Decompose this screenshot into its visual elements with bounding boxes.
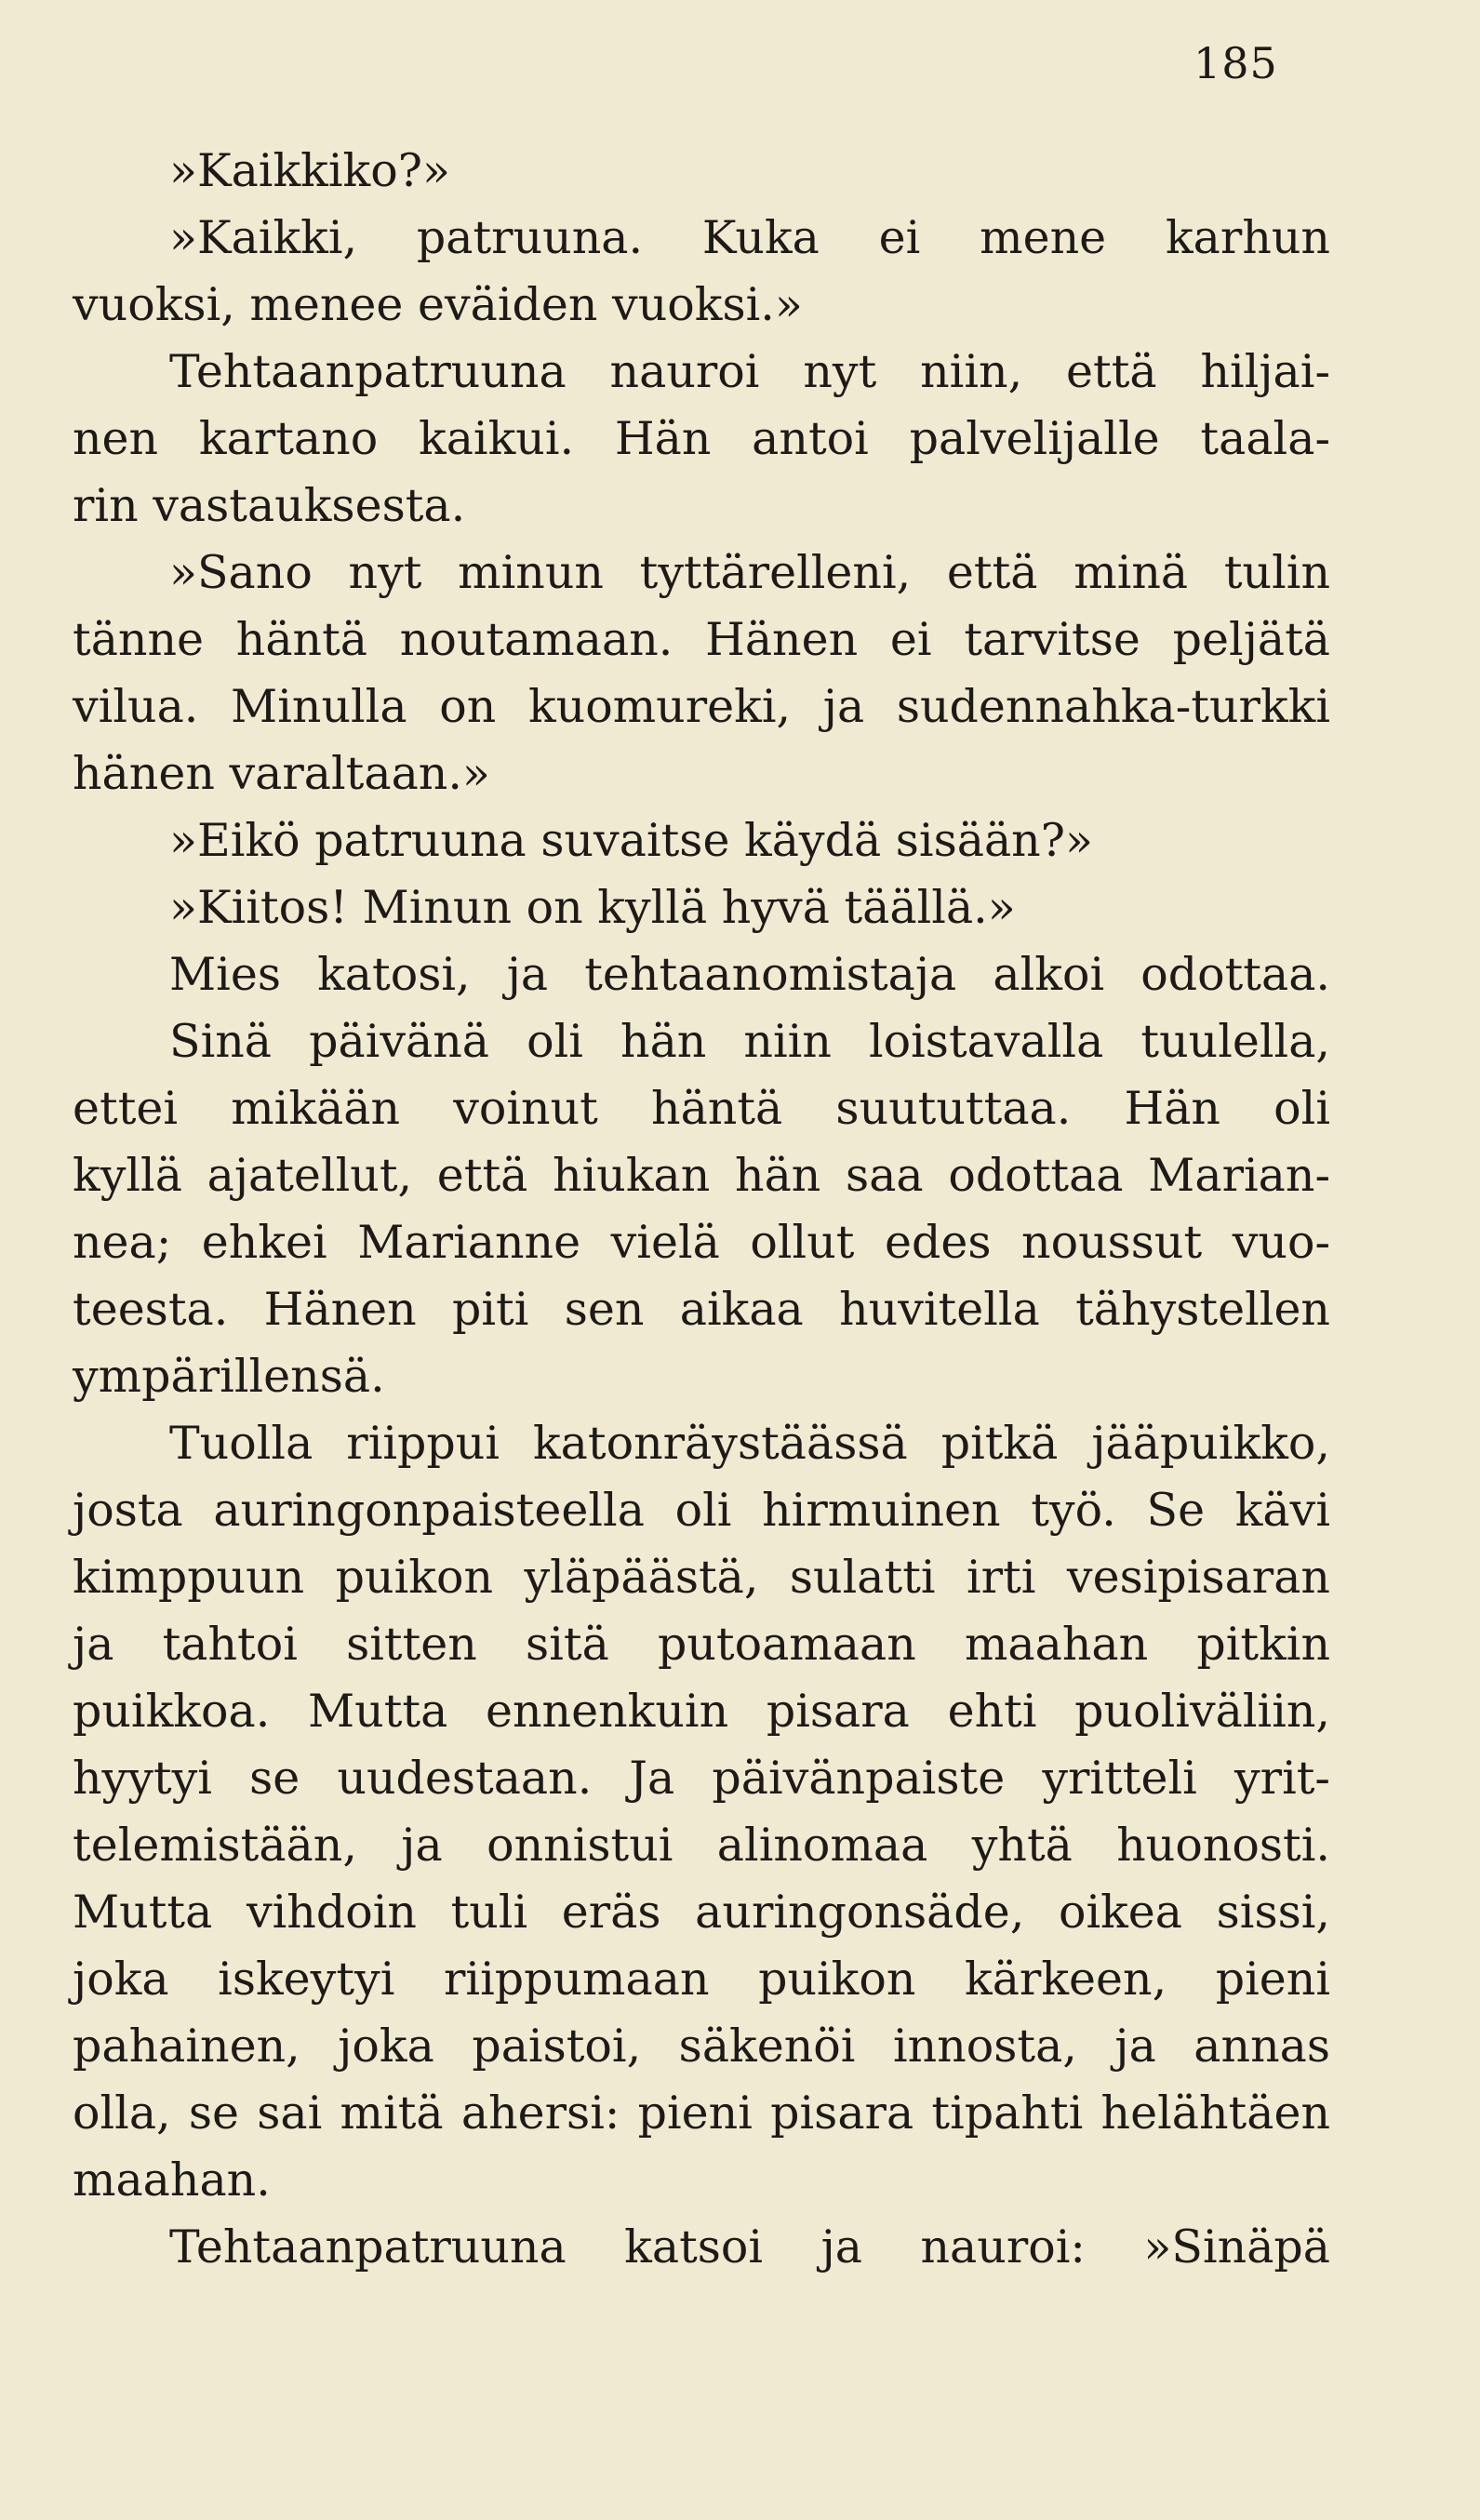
text-line: ja tahtoi sitten sitä putoamaan maahan pitkin <box>73 1618 1330 1671</box>
text-line: hänen varaltaan.» <box>73 747 490 800</box>
text-line: Tuolla riippui katonräystäässä pitkä jääpuikko, <box>169 1417 1330 1470</box>
text-line: ettei mikään voinut häntä suututtaa. Hän oli <box>73 1082 1330 1135</box>
text-line: Sinä päivänä oli hän niin loistavalla tuulella, <box>169 1015 1330 1068</box>
text-line: olla, se sai mitä ahersi: pieni pisara tipahti helähtäen <box>73 2087 1330 2140</box>
text-line: Tehtaanpatruuna nauroi nyt niin, että hiljai- <box>169 345 1330 398</box>
text-line: teesta. Hänen piti sen aikaa huvitella tähystellen <box>73 1283 1330 1336</box>
text-line: kimppuun puikon yläpäästä, sulatti irti vesipisaran <box>73 1551 1330 1604</box>
text-line: vilua. Minulla on kuomureki, ja sudennahka-turkki <box>73 680 1330 733</box>
text-line: »Eikö patruuna suvaitse käydä sisään?» <box>169 814 1093 867</box>
text-line: josta auringonpaisteella oli hirmuinen työ. Se kävi <box>73 1484 1330 1537</box>
text-line: telemistään, ja onnistui alinomaa yhtä huonosti. <box>73 1819 1330 1872</box>
text-line: ympärillensä. <box>73 1350 385 1403</box>
text-line: pahainen, joka paistoi, säkenöi innosta, ja annas <box>73 2020 1330 2073</box>
text-line: »Kaikki, patruuna. Kuka ei mene karhun <box>169 211 1330 264</box>
text-line: »Kaikkiko?» <box>169 144 450 197</box>
text-line: Mutta vihdoin tuli eräs auringonsäde, oikea sissi, <box>73 1886 1330 1939</box>
text-line: »Sano nyt minun tyttärelleni, että minä tulin <box>169 546 1330 599</box>
text-line: nen kartano kaikui. Hän antoi palvelijalle taala- <box>73 412 1330 465</box>
text-line: nea; ehkei Marianne vielä ollut edes noussut vuo- <box>73 1216 1330 1269</box>
text-line: puikkoa. Mutta ennenkuin pisara ehti puoliväliin, <box>73 1685 1330 1738</box>
text-line: tänne häntä noutamaan. Hänen ei tarvitse peljätä <box>73 613 1330 666</box>
text-line: kyllä ajatellut, että hiukan hän saa odottaa Marian- <box>73 1149 1330 1202</box>
text-line: Mies katosi, ja tehtaanomistaja alkoi odottaa. <box>169 948 1330 1001</box>
text-line: Tehtaanpatruuna katsoi ja nauroi: »Sinäpä <box>169 2220 1330 2273</box>
page-number: 185 <box>1193 38 1278 88</box>
text-line: »Kiitos! Minun on kyllä hyvä täällä.» <box>169 881 1016 934</box>
text-line: rin vastauksesta. <box>73 479 466 532</box>
text-line: maahan. <box>73 2153 271 2207</box>
text-line: vuoksi, menee eväiden vuoksi.» <box>73 278 803 331</box>
text-line: hyytyi se uudestaan. Ja päivänpaiste yritteli yrit- <box>73 1752 1330 1805</box>
text-line: joka iskeytyi riippumaan puikon kärkeen, pieni <box>73 1953 1330 2006</box>
body-text <box>73 138 1330 2281</box>
